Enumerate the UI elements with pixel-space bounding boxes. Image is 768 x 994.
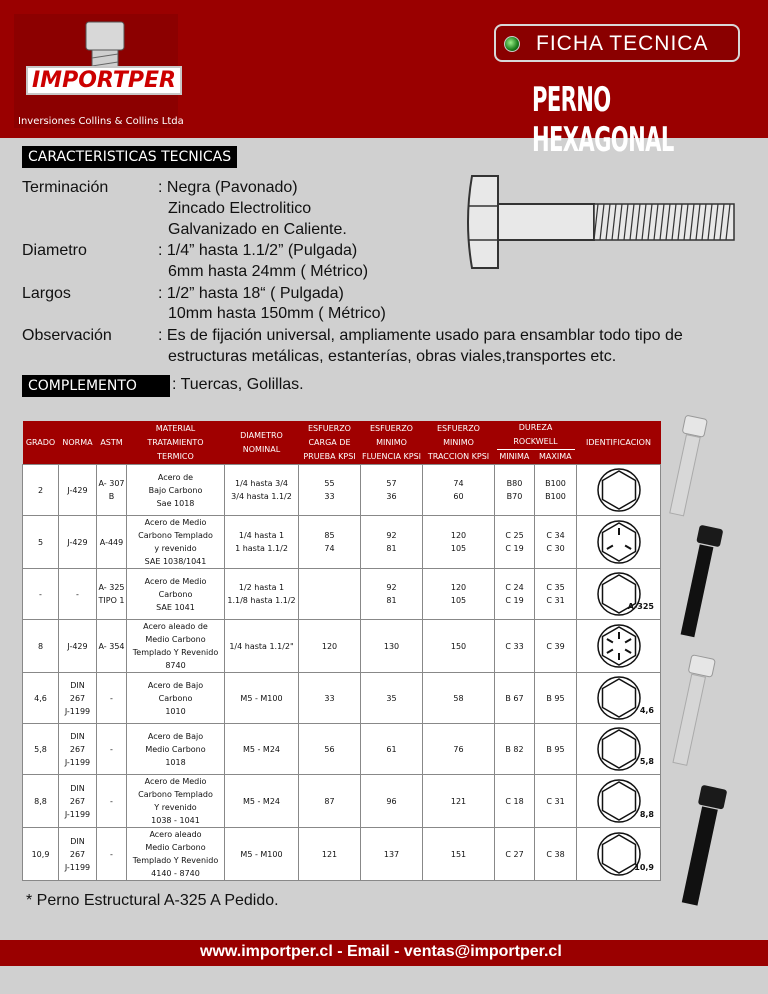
cell-line: C 25: [505, 531, 524, 540]
cell-line: 151: [450, 849, 467, 859]
cell-traccion: [423, 724, 495, 775]
cell-line: M5 - M24: [242, 796, 281, 806]
cell-line: J-429: [67, 537, 88, 547]
grade-mark-label: 8,8: [639, 810, 654, 819]
spec-diametro-2: 6mm hasta 24mm ( Métrico): [168, 263, 369, 280]
cell-line: 130: [383, 641, 400, 651]
cell-line: C 39: [546, 641, 565, 651]
cell-fluencia: [361, 465, 423, 516]
cell-astm: [97, 775, 127, 828]
cell-norma: [59, 673, 97, 724]
cell-carga: [299, 465, 361, 516]
cell-line: 76: [453, 744, 464, 754]
footnote: * Perno Estructural A-325 A Pedido.: [26, 892, 279, 909]
cell-line: 56: [324, 744, 335, 754]
header-fluencia-2: MINIMO: [376, 437, 407, 447]
cell-material: [127, 569, 225, 620]
cell-line: 267: [69, 693, 86, 703]
cell-line: Acero de Medio: [144, 777, 207, 786]
cell-line: Carbono: [158, 589, 193, 599]
footer-contact[interactable]: www.importper.cl - Email - ventas@importper.cl: [200, 943, 562, 960]
cell-line: 81: [386, 544, 397, 553]
header-traccion-3: TRACCION KPSI: [427, 451, 490, 461]
cell-line: J-1199: [64, 757, 91, 767]
cell-norma: [59, 569, 97, 620]
cell-minima: [495, 569, 535, 620]
cell-diametro: [225, 569, 299, 620]
cell-grado: [23, 673, 59, 724]
cell-material: [127, 673, 225, 724]
cell-line: Sae 1018: [156, 498, 195, 508]
cell-astm: [97, 828, 127, 881]
cell-diametro: [225, 516, 299, 569]
table-body: [23, 465, 661, 881]
cell-traccion: [423, 516, 495, 569]
cell-line: 2: [37, 485, 44, 495]
cell-line: 36: [386, 492, 397, 501]
cell-material: [127, 516, 225, 569]
ficha-badge: [494, 24, 740, 62]
cell-traccion: [423, 569, 495, 620]
header-diametro-2: NOMINAL: [242, 444, 281, 454]
header-material-1: MATERIAL: [155, 423, 196, 433]
grade-mark-label: 10,9: [634, 863, 654, 872]
cell-line: -: [110, 796, 113, 806]
spec-table: [22, 421, 662, 879]
cell-line: Templado Y Revenido: [132, 856, 219, 865]
cell-grado: [23, 465, 59, 516]
cell-line: C 31: [546, 596, 565, 605]
cell-line: 5,8: [34, 744, 47, 754]
spec-terminacion-1: : Negra (Pavonado): [158, 179, 298, 196]
hex-head-icon: [589, 623, 649, 669]
cell-carga: [299, 775, 361, 828]
cell-line: B 95: [546, 744, 565, 754]
cell-carga: [299, 569, 361, 620]
cell-line: B 95: [546, 693, 565, 703]
cell-line: C 31: [546, 796, 565, 806]
spec-largos-label: Largos: [22, 285, 71, 302]
table-row: [23, 828, 661, 881]
cell-line: 105: [450, 544, 467, 553]
cell-line: 120: [450, 531, 467, 540]
cell-line: A- 307: [98, 479, 125, 488]
logo: [14, 14, 178, 128]
cell-identificacion: [577, 620, 661, 673]
cell-line: Medio Carbono: [145, 635, 206, 644]
cell-line: 92: [386, 531, 397, 540]
cell-line: 1038 - 1041: [151, 816, 200, 825]
page-title: PERNO HEXAGONAL: [532, 80, 674, 160]
cell-grado: [23, 724, 59, 775]
header-traccion-1: ESFUERZO: [437, 423, 480, 433]
cell-astm: [97, 516, 127, 569]
cell-norma: [59, 516, 97, 569]
cell-line: M5 - M24: [242, 744, 281, 754]
cell-line: B70: [506, 492, 523, 501]
cell-line: TIPO 1: [98, 596, 125, 605]
cell-line: A- 354: [98, 641, 125, 651]
cell-line: 33: [324, 693, 335, 703]
hex-head-icon: [589, 519, 649, 565]
cell-diametro: [225, 673, 299, 724]
cell-line: C 34: [546, 531, 565, 540]
cell-line: Medio Carbono: [145, 843, 206, 852]
cell-carga: [299, 673, 361, 724]
cell-line: 58: [453, 693, 464, 703]
cell-line: Carbono Templado: [138, 790, 213, 799]
cell-line: 4140 - 8740: [151, 869, 200, 878]
cell-line: SAE 1041: [156, 602, 195, 612]
table-row: [23, 465, 661, 516]
cell-line: C 27: [505, 849, 524, 859]
cell-line: -: [110, 849, 113, 859]
cell-line: 96: [386, 796, 397, 806]
cell-grado: [23, 516, 59, 569]
cell-identificacion: [577, 569, 661, 620]
cell-astm: [97, 569, 127, 620]
cell-line: 1.1/8 hasta 1.1/2: [227, 596, 296, 605]
cell-maxima: [535, 465, 577, 516]
cell-line: B 82: [505, 744, 524, 754]
cell-material: [127, 724, 225, 775]
cell-line: 92: [386, 583, 397, 592]
cell-identificacion: [577, 516, 661, 569]
spec-largos-1: : 1/2” hasta 18“ ( Pulgada): [158, 285, 344, 302]
cell-identificacion: [577, 724, 661, 775]
spec-terminacion-3: Galvanizado en Caliente.: [168, 221, 347, 238]
table-row: [23, 673, 661, 724]
cell-line: Acero de Medio: [144, 576, 207, 586]
cell-line: C 38: [546, 849, 565, 859]
cell-traccion: [423, 620, 495, 673]
cell-line: 1010: [165, 706, 186, 716]
cell-line: B: [108, 492, 115, 501]
cell-traccion: [423, 673, 495, 724]
cell-maxima: [535, 724, 577, 775]
cell-line: C 24: [505, 583, 524, 592]
cell-astm: [97, 724, 127, 775]
cell-line: DIN: [70, 731, 85, 741]
cell-minima: [495, 724, 535, 775]
cell-line: Acero aleado de: [143, 622, 208, 631]
cell-line: DIN: [70, 680, 85, 690]
zinc-bolt-photo-icon: [670, 415, 708, 516]
cell-astm: [97, 673, 127, 724]
cell-line: M5 - M100: [240, 849, 283, 859]
table-header-row: [23, 421, 661, 465]
cell-line: A-449: [99, 537, 124, 547]
cell-grado: [23, 775, 59, 828]
cell-line: Y revenido: [154, 803, 197, 812]
spec-observacion-label: Observación: [22, 327, 112, 344]
header-carga-2: CARGA DE: [308, 437, 351, 447]
cell-line: 267: [69, 744, 86, 754]
cell-minima: [495, 516, 535, 569]
hex-head-icon: [589, 467, 649, 513]
header-grado: GRADO: [23, 421, 59, 465]
spec-diametro-1: : 1/4” hasta 1.1/2” (Pulgada): [158, 242, 358, 259]
header-material-3: TERMICO: [157, 451, 194, 461]
cell-line: 120: [321, 641, 338, 651]
header-carga-3: PRUEBA KPSI: [303, 451, 356, 461]
cell-line: DIN: [70, 783, 85, 793]
spec-observacion-2: estructuras metálicas, estanterías, obras viales,transportes etc.: [168, 348, 617, 365]
table-row: [23, 724, 661, 775]
cell-line: 150: [450, 641, 467, 651]
cell-line: Bajo Carbono: [148, 485, 203, 495]
cell-line: 55: [324, 479, 335, 488]
header-diametro-1: DIAMETRO: [240, 430, 283, 440]
cell-norma: [59, 620, 97, 673]
zinc-metric-bolt-photo-icon: [673, 655, 715, 766]
grade-mark-label: A-325: [627, 602, 654, 611]
hex-bolt-drawing-icon: [464, 170, 740, 274]
cell-line: Medio Carbono: [145, 744, 206, 754]
cell-line: -: [39, 589, 42, 599]
cell-fluencia: [361, 569, 423, 620]
cell-minima: [495, 465, 535, 516]
cell-maxima: [535, 673, 577, 724]
cell-line: B 67: [505, 693, 524, 703]
cell-maxima: [535, 775, 577, 828]
cell-line: 8: [37, 641, 44, 651]
cell-line: SAE 1038/1041: [144, 557, 207, 566]
cell-diametro: [225, 775, 299, 828]
cell-grado: [23, 620, 59, 673]
cell-line: 60: [453, 492, 464, 501]
cell-line: Acero de: [157, 472, 194, 482]
ficha-label: FICHA TECNICA: [536, 32, 709, 55]
cell-astm: [97, 620, 127, 673]
header-astm: ASTM: [97, 421, 127, 465]
spec-observacion-1: : Es de fijación universal, ampliamente usado para ensamblar todo tipo de: [158, 327, 683, 344]
company-name: Inversiones Collins & Collins Ltda: [18, 116, 184, 127]
cell-grado: [23, 828, 59, 881]
cell-norma: [59, 775, 97, 828]
cell-line: 267: [69, 849, 86, 859]
table-row: [23, 620, 661, 673]
cell-line: 5: [37, 537, 44, 547]
spec-diametro-label: Diametro: [22, 242, 87, 259]
cell-minima: [495, 775, 535, 828]
cell-diametro: [225, 828, 299, 881]
cell-line: Templado Y Revenido: [132, 648, 219, 657]
header-maxima: MAXIMA: [539, 452, 572, 461]
brand-logo-text: IMPORTPER: [26, 66, 182, 95]
cell-identificacion: [577, 465, 661, 516]
cell-line: -: [110, 693, 113, 703]
section-caracteristicas: CARACTERISTICAS TECNICAS: [22, 146, 237, 168]
cell-line: 81: [386, 596, 397, 605]
cell-line: C 19: [505, 596, 524, 605]
cell-diametro: [225, 724, 299, 775]
cell-line: 1/4 hasta 1: [238, 531, 285, 540]
header-norma: NORMA: [59, 421, 97, 465]
cell-fluencia: [361, 828, 423, 881]
cell-line: B100: [545, 492, 566, 501]
cell-line: 121: [321, 849, 338, 859]
cell-carga: [299, 620, 361, 673]
cell-material: [127, 465, 225, 516]
cell-identificacion: [577, 673, 661, 724]
cell-line: 61: [386, 744, 397, 754]
cell-line: 1/4 hasta 3/4: [234, 479, 288, 488]
header-dureza-sub: [495, 450, 577, 464]
cell-grado: [23, 569, 59, 620]
grade-mark-label: 4,6: [639, 706, 654, 715]
cell-line: 87: [324, 796, 335, 806]
cell-line: 1/4 hasta 1.1/2": [229, 641, 294, 651]
cell-line: 137: [383, 849, 400, 859]
cell-line: 33: [324, 492, 335, 501]
cell-line: C 19: [505, 544, 524, 553]
cell-fluencia: [361, 775, 423, 828]
cell-fluencia: [361, 673, 423, 724]
cell-minima: [495, 620, 535, 673]
cell-material: [127, 828, 225, 881]
bolt-photos: [664, 395, 764, 915]
cell-line: 74: [453, 479, 464, 488]
cell-line: DIN: [70, 836, 85, 846]
cell-line: 1 hasta 1.1/2: [235, 544, 288, 553]
cell-astm: [97, 465, 127, 516]
cell-line: 267: [69, 796, 86, 806]
cell-line: 10,9: [31, 849, 50, 859]
cell-line: J-429: [67, 641, 88, 651]
cell-fluencia: [361, 516, 423, 569]
cell-diametro: [225, 465, 299, 516]
cell-line: A- 325: [98, 583, 125, 592]
cell-identificacion: [577, 775, 661, 828]
grade-table: [22, 421, 661, 881]
footer-band: [0, 940, 768, 966]
cell-fluencia: [361, 724, 423, 775]
cell-line: 8,8: [34, 796, 47, 806]
cell-carga: [299, 516, 361, 569]
cell-line: M5 - M100: [240, 693, 283, 703]
cell-line: C 30: [546, 544, 565, 553]
header-identificacion: IDENTIFICACION: [577, 421, 661, 465]
cell-line: 57: [386, 479, 397, 488]
cell-line: 105: [450, 596, 467, 605]
cell-line: Acero de Medio: [144, 518, 207, 527]
section-complemento: COMPLEMENTO: [22, 375, 170, 397]
cell-carga: [299, 828, 361, 881]
header-fluencia-1: ESFUERZO: [370, 423, 413, 433]
table-row: [23, 569, 661, 620]
complemento-value: : Tuercas, Golillas.: [172, 376, 304, 393]
table-row: [23, 516, 661, 569]
cell-material: [127, 620, 225, 673]
cell-line: B100: [545, 479, 566, 488]
cell-traccion: [423, 828, 495, 881]
header-dureza-title: DUREZA ROCKWELL: [497, 421, 575, 450]
cell-line: C 33: [505, 641, 524, 651]
cell-maxima: [535, 516, 577, 569]
cell-line: y revenido: [154, 544, 197, 553]
cell-line: J-1199: [64, 706, 91, 716]
cell-line: Carbono: [158, 693, 193, 703]
cell-line: C 35: [546, 583, 565, 592]
cell-traccion: [423, 775, 495, 828]
cell-identificacion: [577, 828, 661, 881]
table-row: [23, 775, 661, 828]
cell-line: -: [76, 589, 79, 599]
cell-line: J-429: [67, 485, 88, 495]
cell-minima: [495, 673, 535, 724]
cell-line: 8740: [165, 661, 186, 670]
cell-diametro: [225, 620, 299, 673]
cell-line: 3/4 hasta 1.1/2: [231, 492, 292, 501]
cell-line: 121: [450, 796, 467, 806]
header-fluencia: [361, 421, 423, 465]
header-fluencia-3: FLUENCIA KPSI: [361, 451, 422, 461]
cell-line: 4,6: [34, 693, 47, 703]
header-material-2: TRATAMIENTO: [147, 437, 204, 447]
spec-terminacion-label: Terminación: [22, 179, 109, 196]
cell-carga: [299, 724, 361, 775]
cell-line: Acero de Bajo: [147, 680, 204, 690]
cell-line: J-1199: [64, 809, 91, 819]
grade-mark-label: 5,8: [639, 757, 654, 766]
cell-line: Carbono Templado: [138, 531, 213, 540]
header-dureza: [495, 421, 577, 465]
header-traccion: [423, 421, 495, 465]
cell-line: 74: [324, 544, 335, 553]
cell-line: 1/2 hasta 1: [238, 583, 285, 592]
header-carga: [299, 421, 361, 465]
header-minima: MINIMA: [499, 452, 530, 461]
cell-line: 120: [450, 583, 467, 592]
cell-traccion: [423, 465, 495, 516]
header-carga-1: ESFUERZO: [308, 423, 351, 433]
spec-largos-2: 10mm hasta 150mm ( Métrico): [168, 305, 386, 322]
cell-line: C 18: [505, 796, 524, 806]
cell-norma: [59, 724, 97, 775]
spec-terminacion-2: Zincado Electrolitico: [168, 200, 312, 217]
black-bolt-photo-icon: [681, 525, 724, 638]
cell-norma: [59, 828, 97, 881]
cell-line: -: [110, 744, 113, 754]
cell-line: Acero aleado: [149, 830, 202, 839]
header-material: [127, 421, 225, 465]
cell-line: B80: [506, 479, 523, 488]
cell-material: [127, 775, 225, 828]
bullet-icon: [504, 36, 520, 52]
cell-line: 1018: [165, 757, 186, 767]
header-traccion-2: MINIMO: [443, 437, 474, 447]
cell-maxima: [535, 828, 577, 881]
cell-fluencia: [361, 620, 423, 673]
cell-norma: [59, 465, 97, 516]
cell-line: 85: [324, 531, 335, 540]
cell-line: J-1199: [64, 862, 91, 872]
cell-maxima: [535, 569, 577, 620]
black-metric-bolt-photo-icon: [682, 785, 728, 906]
header-diametro: [225, 421, 299, 465]
cell-minima: [495, 828, 535, 881]
cell-line: Acero de Bajo: [147, 731, 204, 741]
cell-line: 35: [386, 693, 397, 703]
cell-maxima: [535, 620, 577, 673]
